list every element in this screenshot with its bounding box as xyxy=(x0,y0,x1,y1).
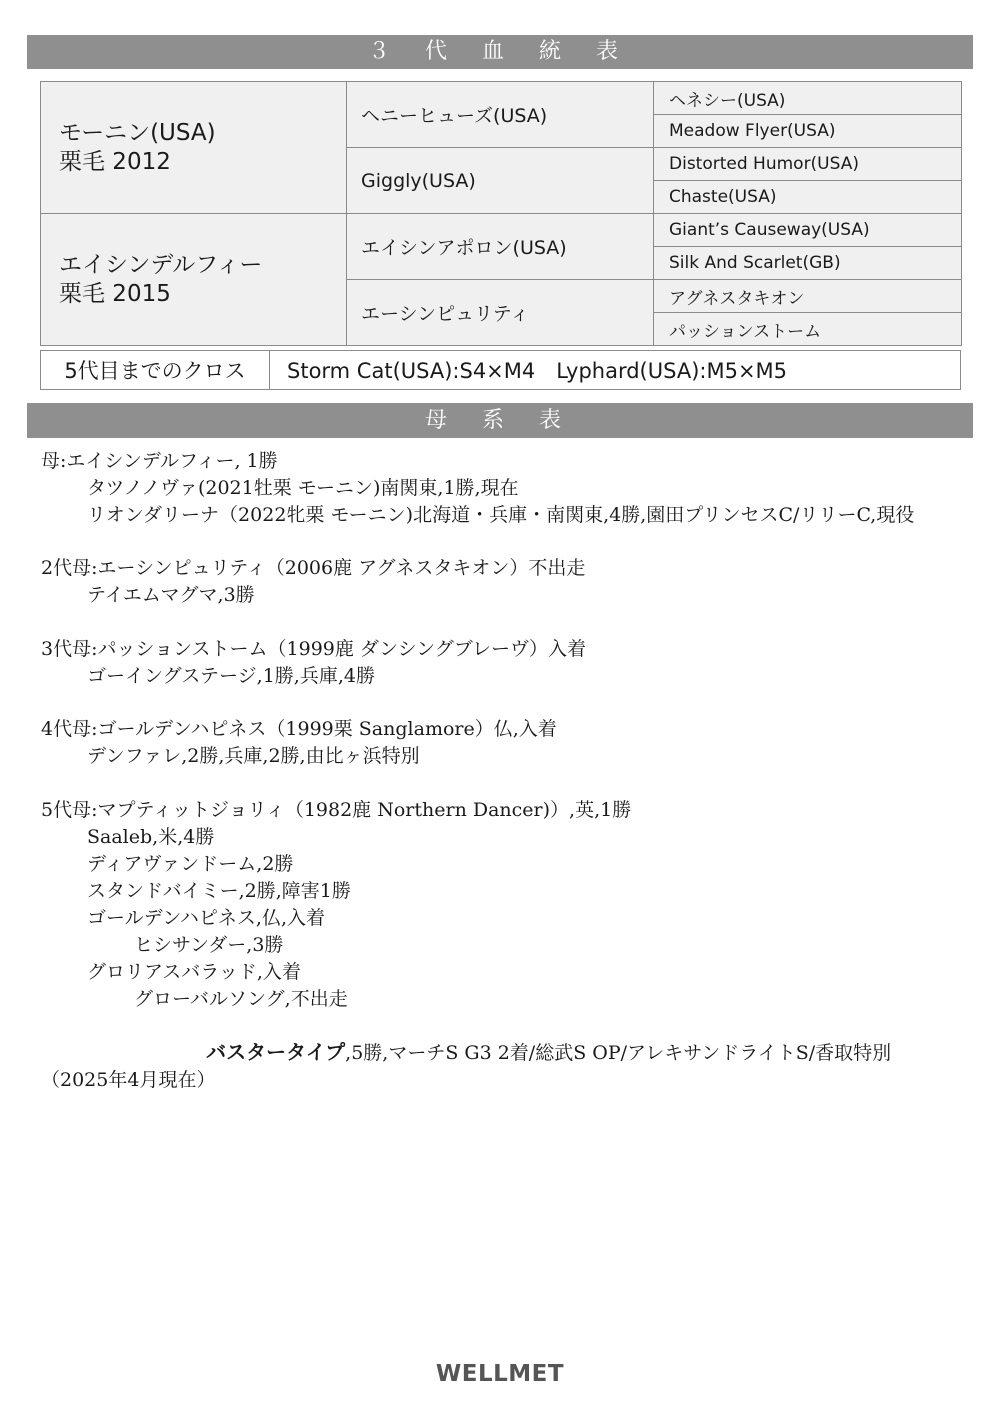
family-entry: リオンダリーナ（2022牝栗 モーニン)北海道・兵庫・南関東,4勝,園田プリンセスC/リリーC,現役 xyxy=(87,504,915,526)
dam-dam-sire: アグネスタキオン xyxy=(654,280,962,313)
dam-dam: エーシンピュリティ xyxy=(347,280,654,346)
highlight-entry xyxy=(182,1013,891,1092)
dam-line: 母:エイシンデルフィー, 1勝 xyxy=(41,450,278,472)
family-entry: グロリアスバラッド,入着 xyxy=(87,961,301,983)
fifth-dam-line: 5代母:マプティットジョリィ（1982鹿 Northern Dancer)）,英,1勝 xyxy=(41,799,632,821)
dam-cell xyxy=(41,214,347,346)
fourth-dam-line: 4代母:ゴールデンハピネス（1999栗 Sanglamore）仏,入着 xyxy=(41,718,557,740)
family-entry: タツノノヴァ(2021牡栗 モーニン)南関東,1勝,現在 xyxy=(87,477,519,499)
family-entry: ヒシサンダー,3勝 xyxy=(134,934,284,956)
sire-name: モーニン(USA) xyxy=(59,119,216,146)
cross-label: 5代目までのクロス xyxy=(41,351,270,390)
highlight-horse-name: バスタータイプ xyxy=(206,1040,346,1064)
family-entry: グローバルソング,不出走 xyxy=(134,988,348,1010)
sire-sire: ヘニーヒューズ(USA) xyxy=(347,82,654,148)
family-entry: ゴールデンハピネス,仏,入着 xyxy=(87,907,325,929)
sire-cell xyxy=(41,82,347,214)
dam-sire-dam: Silk And Scarlet(GB) xyxy=(654,247,962,280)
sire-dam: Giggly(USA) xyxy=(347,148,654,214)
family-title-bar: 母 系 表 xyxy=(27,403,973,438)
wellmet-logo: WELLMET xyxy=(435,1361,565,1387)
dam-sire-sire: Giant’s Causeway(USA) xyxy=(654,214,962,247)
sire-sire-dam: Meadow Flyer(USA) xyxy=(654,115,962,148)
pedigree-table xyxy=(40,81,962,346)
family-entry: デンファレ,2勝,兵庫,2勝,由比ヶ浜特別 xyxy=(87,745,420,767)
date-note: （2025年4月現在） xyxy=(41,1069,216,1091)
third-dam-line: 3代母:パッションストーム（1999鹿 ダンシングブレーヴ）入着 xyxy=(41,638,587,660)
family-entry: ゴーイングステージ,1勝,兵庫,4勝 xyxy=(87,665,375,687)
highlight-record: ,5勝,マーチS G3 2着/総武S OP/アレキサンドライトS/香取特別 xyxy=(345,1042,892,1064)
dam-name: エイシンデルフィー xyxy=(59,251,263,278)
sire-dam-sire: Distorted Humor(USA) xyxy=(654,148,962,181)
pedigree-title-bar: ３ 代 血 統 表 xyxy=(27,35,973,69)
second-dam-line: 2代母:エーシンピュリティ（2006鹿 アグネスタキオン）不出走 xyxy=(41,557,586,579)
dam-sire: エイシンアポロン(USA) xyxy=(347,214,654,280)
family-entry: Saaleb,米,4勝 xyxy=(87,826,215,848)
dam-dam-dam: パッションストーム xyxy=(654,313,962,346)
dam-detail: 栗毛 2015 xyxy=(59,280,171,307)
family-entry: スタンドバイミー,2勝,障害1勝 xyxy=(87,880,351,902)
inbreeding-cross-row xyxy=(40,350,961,390)
sire-sire-sire: ヘネシー(USA) xyxy=(654,82,962,115)
family-entry: ディアヴァンドーム,2勝 xyxy=(87,853,294,875)
sire-dam-dam: Chaste(USA) xyxy=(654,181,962,214)
family-entry: テイエムマグマ,3勝 xyxy=(87,584,255,606)
cross-value: Storm Cat(USA):S4×M4 Lyphard(USA):M5×M5 xyxy=(270,351,961,390)
sire-detail: 栗毛 2012 xyxy=(59,148,171,175)
